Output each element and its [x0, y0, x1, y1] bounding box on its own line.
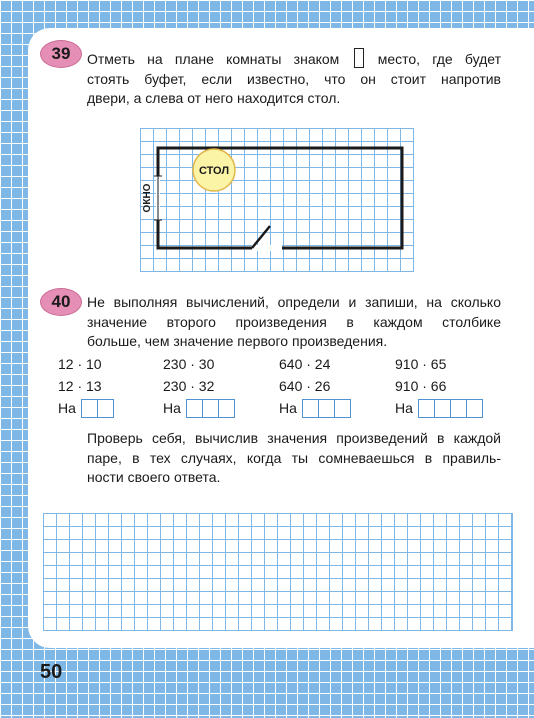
answer-cell[interactable] — [334, 399, 351, 418]
task-39-line2: стоять буфет, если известно, что он стоит напротив — [87, 70, 501, 87]
task-39-line1a: Отметь на плане комнаты знаком — [87, 51, 340, 67]
col3-expr1: 640 · 24 — [279, 356, 331, 372]
task-40-line3: больше, чем значение первого произведения. — [87, 333, 388, 349]
answer-cell[interactable] — [202, 399, 219, 418]
column-4 — [395, 354, 483, 419]
answer-cell[interactable] — [434, 399, 451, 418]
task-40-line1: Не выполняя вычислений, определи и запиши, на сколько — [87, 294, 501, 310]
task-39-line1b: место, где будет — [377, 51, 502, 67]
col4-expr2: 910 · 66 — [395, 378, 447, 394]
door-opening — [252, 245, 282, 251]
col3-answer — [279, 397, 351, 419]
page-number: 50 — [40, 661, 63, 683]
check-line2: паре, в тех случаях, когда ты сомневаешься в правиль- — [87, 449, 501, 466]
answer-cell[interactable] — [302, 399, 319, 418]
column-1 — [58, 354, 114, 419]
column-2 — [163, 354, 235, 419]
task-39-badge: 39 — [40, 40, 82, 68]
task-40-text — [87, 293, 501, 352]
answer-grid[interactable] — [43, 513, 513, 631]
check-line1: Проверь себя, вычислив значения произведений в каждой — [87, 430, 501, 446]
answer-cell[interactable] — [186, 399, 203, 418]
col2-answer — [163, 397, 235, 419]
check-line3: ности своего ответа. — [87, 469, 221, 485]
check-text — [87, 429, 501, 488]
task-39-text — [87, 48, 501, 109]
column-3 — [279, 354, 351, 419]
answer-cell[interactable] — [81, 399, 98, 418]
window-label: ОКНО — [142, 183, 153, 213]
col2-expr1: 230 · 30 — [163, 356, 215, 372]
col1-expr1: 12 · 10 — [58, 356, 102, 372]
col2-answer-label: На — [163, 400, 181, 416]
col3-expr2: 640 · 26 — [279, 378, 331, 394]
col3-answer-label: На — [279, 400, 297, 416]
answer-cell[interactable] — [318, 399, 335, 418]
task-40-badge: 40 — [40, 288, 82, 316]
task-39-line3: двери, а слева от него находится стол. — [87, 90, 341, 106]
table-label: СТОЛ — [198, 165, 230, 177]
room-plan — [140, 128, 414, 272]
answer-cell[interactable] — [218, 399, 235, 418]
col4-answer — [395, 397, 483, 419]
col4-answer-label: На — [395, 400, 413, 416]
col1-expr2: 12 · 13 — [58, 378, 102, 394]
buffet-symbol-icon — [354, 48, 364, 68]
col1-answer-label: На — [58, 400, 76, 416]
answer-cell[interactable] — [466, 399, 483, 418]
col2-expr2: 230 · 32 — [163, 378, 215, 394]
answer-cell[interactable] — [418, 399, 435, 418]
answer-cell[interactable] — [97, 399, 114, 418]
task-40-line2: значение второго произведения в каждом столбике — [87, 313, 501, 330]
answer-cell[interactable] — [450, 399, 467, 418]
col4-expr1: 910 · 65 — [395, 356, 447, 372]
col1-answer — [58, 397, 114, 419]
door-leaf — [252, 226, 270, 248]
